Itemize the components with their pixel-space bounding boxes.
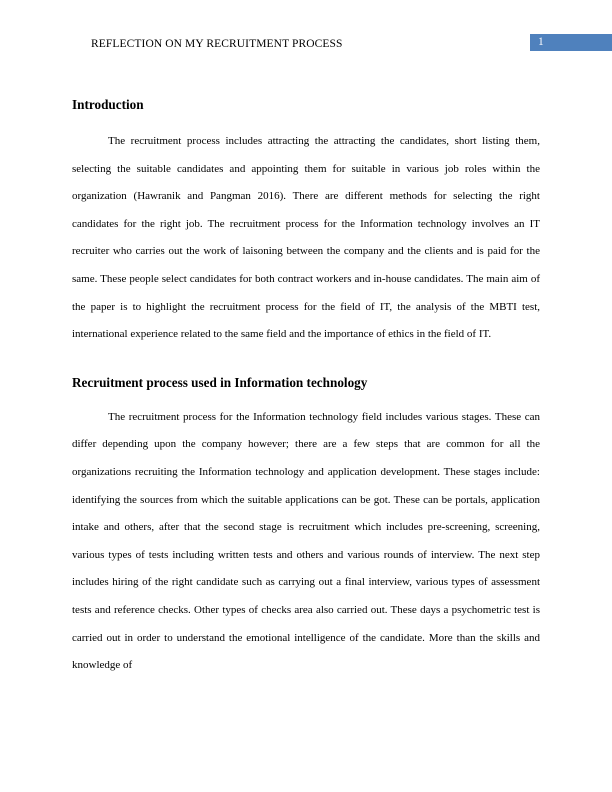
running-head: REFLECTION ON MY RECRUITMENT PROCESS	[91, 38, 343, 50]
recruitment-process-paragraph: The recruitment process for the Information technology field includes various stages. These can differ depending upon the company however; there are a few steps that are common for all the organizations recruiting the Information technology and application development. These stages include: identifying the sources from which the suitable applications can be got. These can be portals, application intake and others, after that the second stage is recruitment which includes pre-screening, screening, various types of tests including written tests and others and various rounds of interview. The next step includes hiring of the right candidate such as carrying out a final interview, various types of assessment tests and reference checks. Other types of checks area also carried out. These days a psychometric test is carried out in order to understand the emotional intelligence of the candidate. More than the skills and knowledge of	[72, 410, 540, 672]
document-body	[72, 95, 540, 680]
page-number-box	[530, 34, 612, 51]
page-number: 1	[538, 36, 544, 48]
section-heading-recruitment-process: Recruitment process used in Information technology	[72, 374, 368, 390]
section-heading-introduction: Introduction	[72, 97, 144, 112]
introduction-paragraph: The recruitment process includes attracting the attracting the candidates, short listing them, selecting the suitable candidates and appointing them for suitable in various job roles within the organization (Hawranik and Pangman 2016). There are different methods for selecting the right candidates for the right job. The recruitment process for the Information technology involves an IT recruiter who carries out the work of laisoning between the company and the clients and is paid for the same. These people select candidates for both contract workers and in-house candidates. The main aim of the paper is to highlight the recruitment process for the field of IT, the analysis of the MBTI test, international experience related to the same field and the importance of ethics in the field of IT.	[72, 135, 540, 341]
